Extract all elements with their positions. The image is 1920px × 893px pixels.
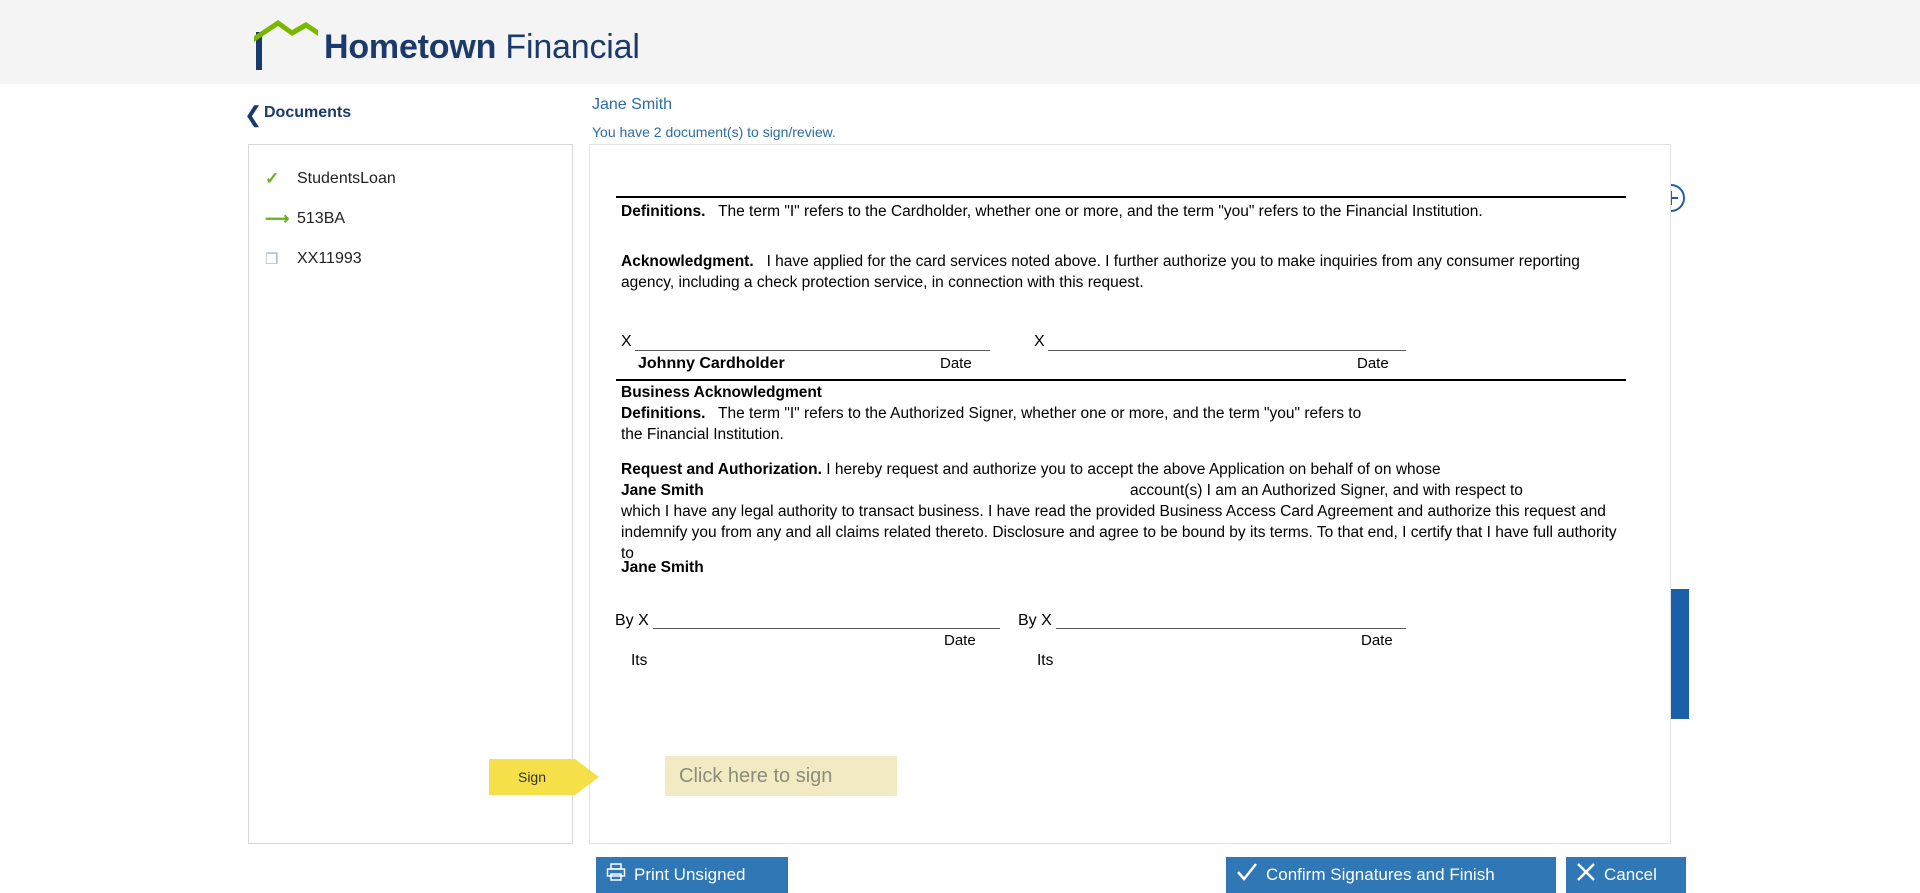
date-label-right: Date [1357,355,1389,372]
business-definitions-heading: Definitions. [621,405,706,422]
signature-x-marker-right: X [1034,333,1045,350]
signature-x-marker: X [621,333,632,350]
confirm-signatures-button[interactable] [1226,857,1556,893]
brand-name [324,30,640,64]
request-body-1: I hereby request and authorize you to accept the above Application on behalf of on whose [826,461,1441,478]
document-viewer[interactable] [589,144,1671,844]
its-label-left: Its [631,652,648,669]
document-page [590,145,1670,843]
list-item-label: StudentsLoan [297,170,396,187]
header-bar [0,0,1920,84]
signature-field-placeholder: Click here to sign [679,764,833,787]
divider [616,196,1626,198]
signer-block-name: Jane Smith [621,559,704,576]
definitions-paragraph [621,201,1621,222]
check-icon [1236,862,1258,888]
documents-list [248,144,573,844]
cardholder-name: Johnny Cardholder [638,355,785,372]
by-x-marker-right: By X [1018,612,1052,629]
its-label-right: Its [1037,652,1054,669]
sign-tab-flag[interactable] [489,759,599,795]
request-heading: Request and Authorization. [621,461,822,478]
main-region [0,84,1920,884]
request-authorization-paragraph [621,459,1626,480]
signature-field[interactable] [665,756,897,796]
by-x-marker-left: By X [615,612,649,629]
list-item[interactable] [249,199,572,239]
business-definitions-paragraph [621,403,1381,445]
sign-tab-label: Sign [517,769,547,785]
arrow-right-icon: ⟶ [265,209,290,228]
business-acknowledgment-heading: Business Acknowledgment [621,384,822,401]
list-item[interactable] [249,239,572,279]
printer-icon [606,863,626,887]
brand-name-light: Financial [505,28,640,66]
signer-name: Jane Smith [592,96,673,113]
definitions-body: The term "I" refers to the Cardholder, whether one or more, and the term "you" refers to the Financial Institution. [718,203,1483,220]
date-label: Date [940,355,972,372]
list-item-label: XX11993 [297,250,362,267]
signature-line-cardholder[interactable] [635,350,990,351]
signer-status: You have 2 document(s) to sign/review. [592,124,836,140]
request-inline-name: Jane Smith [621,482,704,499]
print-unsigned-button[interactable] [596,857,788,893]
acknowledgment-paragraph [621,251,1621,293]
chevron-left-icon[interactable]: ❮ [244,102,263,127]
business-definitions-body: The term "I" refers to the Authorized Signer, whether one or more, and the term "you" refers to the Financial Institution. [621,405,1362,443]
signature-line-signer[interactable] [653,628,1000,629]
acknowledgment-body: I have applied for the card services noted above. I further authorize you to make inquiries from any consumer reporting agency, including a check protection service, in connection with this request. [621,253,1580,291]
check-icon: ✓ [265,169,280,188]
request-body-2: account(s) I am an Authorized Signer, and with respect to [1130,482,1523,499]
divider [616,379,1626,381]
brand-logo[interactable] [248,10,640,72]
confirm-signatures-label: Confirm Signatures and Finish [1266,865,1495,884]
brand-name-bold: Hometown [324,28,497,66]
definitions-heading: Definitions. [621,203,706,220]
back-to-documents-link[interactable]: Documents [264,104,352,121]
acknowledgment-heading: Acknowledgment. [621,253,754,270]
signature-line-right[interactable] [1048,350,1406,351]
list-item-label: 513BA [297,210,346,227]
scroll-position-marker[interactable] [1671,589,1689,719]
request-body-3: which I have any legal authority to transact business. I have read the provided Business Access Card Agreement and authorize this request and indemnify you from any and all claims related thereto. Disclosure and agree to be bound by its terms. To that end, I certify that I have full authority to [621,503,1617,562]
date-label-signer-right: Date [1361,632,1393,649]
print-unsigned-label: Print Unsigned [634,865,746,884]
document-icon: ❐ [265,251,279,268]
house-roof-logo-icon [248,16,322,72]
cancel-button[interactable] [1566,857,1686,893]
date-label-signer: Date [944,632,976,649]
document-toolbar [0,84,1920,141]
close-x-icon [1576,862,1596,888]
signature-line-signer-right[interactable] [1056,628,1406,629]
cancel-label: Cancel [1604,865,1657,884]
list-item[interactable] [249,159,572,199]
